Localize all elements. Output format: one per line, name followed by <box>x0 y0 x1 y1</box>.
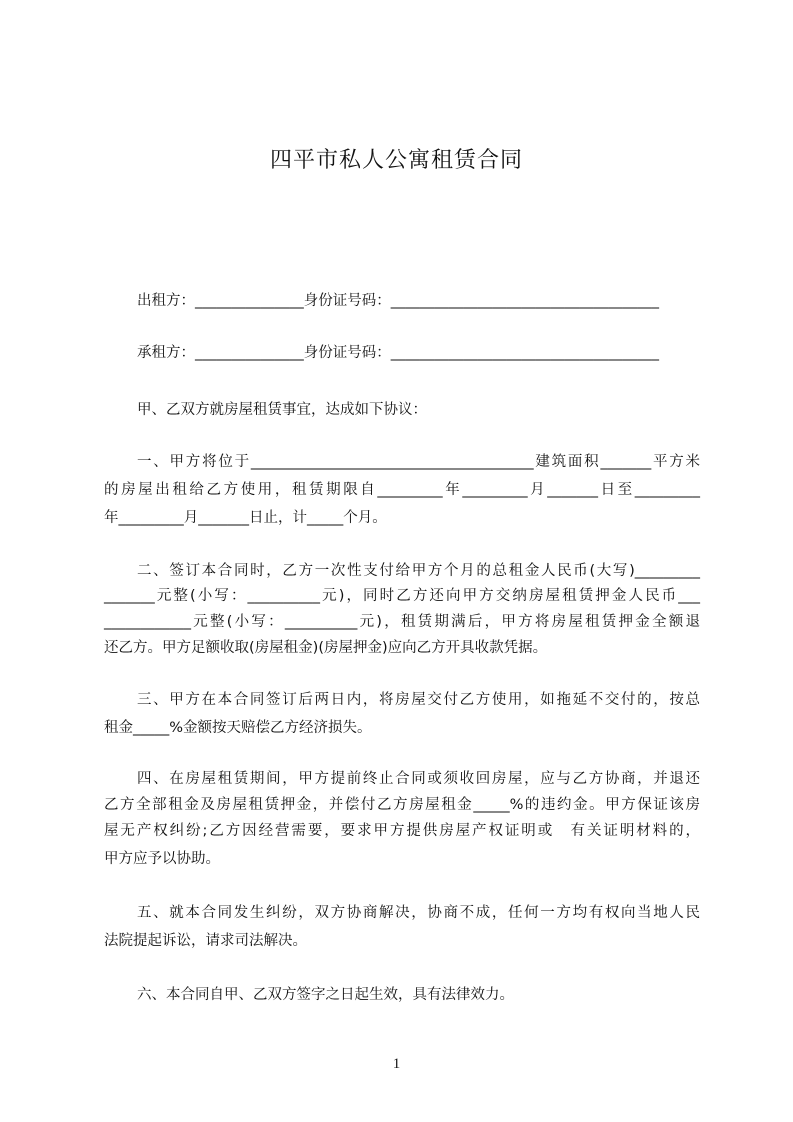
clause-2-line: ____________元整(小写：__________元)，租赁期满后，甲方将房屋租赁押金全额退 <box>104 614 700 630</box>
clause-4-line: 四、在房屋租赁期间，甲方提前终止合同或须收回房屋，应与乙方协商，并退还 <box>137 771 700 787</box>
intro-paragraph: 甲、乙双方就房屋租赁事宜，达成如下协议： <box>137 402 427 418</box>
clause-4-line: 甲方应予以协助。 <box>104 851 220 867</box>
lessor-line: 出租方：_______________身份证号码：_____________________________________ <box>137 293 659 309</box>
clause-6-line: 六、本合同自甲、乙双方签字之日起生效，具有法律效力。 <box>137 987 514 1003</box>
clause-4-line: 乙方全部租金及房屋租赁押金，并偿付乙方房屋租金_____%的违约金。甲方保证该房 <box>104 797 700 813</box>
clause-5-line: 法院提起诉讼，请求司法解决。 <box>104 933 307 949</box>
document-title: 四平市私人公寓租赁合同 <box>269 148 523 173</box>
clause-3-line: 租金_____%金额按天赔偿乙方经济损失。 <box>104 720 372 736</box>
lessee-line: 承租方：_______________身份证号码：_____________________________________ <box>137 345 659 361</box>
clause-1-line: 的房屋出租给乙方使用，租赁期限自_________年_________月_______日至_________ <box>104 482 700 498</box>
page-number: 1 <box>392 1056 401 1072</box>
clause-5-line: 五、就本合同发生纠纷，双方协商解决，协商不成，任何一方均有权向当地人民 <box>137 905 700 921</box>
clause-1-line: 年_________月_______日止，计_____个月。 <box>104 510 387 526</box>
clause-2-line: 还乙方。甲方足额收取(房屋租金)(房屋押金)应向乙方开具收款凭据。 <box>104 640 548 656</box>
clause-4-line: 屋无产权纠纷;乙方因经营需要，要求甲方提供房屋产权证明或 有关证明材料的， <box>104 823 700 839</box>
clause-3-line: 三、甲方在本合同签订后两日内，将房屋交付乙方使用，如拖延不交付的，按总 <box>137 692 700 708</box>
clause-2-line: _______元整(小写：__________元)，同时乙方还向甲方交纳房屋租赁押金人民币___ <box>104 588 700 604</box>
clause-2-line: 二、签订本合同时，乙方一次性支付给甲方个月的总租金人民币(大写)_________ <box>137 563 700 579</box>
clause-1-line: 一、甲方将位于_______________________________________建筑面积_______平方米 <box>137 454 700 470</box>
